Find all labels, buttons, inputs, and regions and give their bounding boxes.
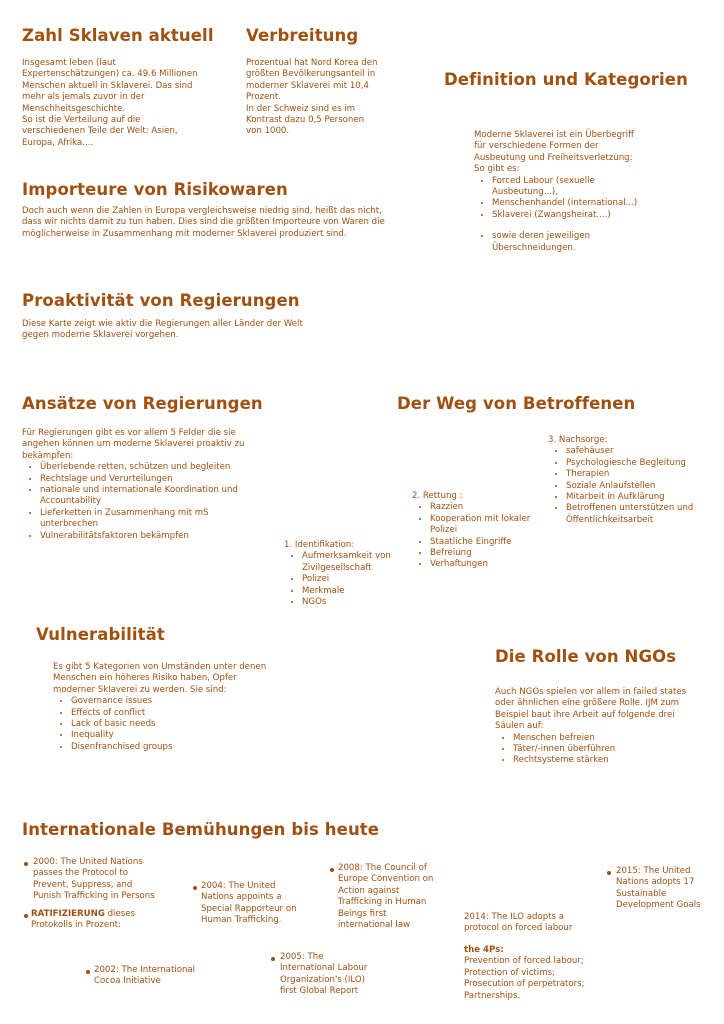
text-line: Prevent, Suppress, and [33, 879, 133, 890]
text-line: Organization's (ILO) [280, 974, 365, 985]
text-line: Expertenschätzungen) ca. 49.6 Millionen [22, 69, 198, 80]
timeline-bullet [271, 957, 275, 961]
heading-proaktivitaet: Proaktivität von Regierungen [22, 291, 300, 310]
text-line: So ist die Verteilung auf die [22, 115, 141, 126]
text-line: gegen moderne Sklaverei vorgehen. [22, 330, 179, 341]
text-line: dass wir nichts damit zu tun haben. Dies sind die größten Importeure von Waren die [22, 217, 385, 228]
text-line: Beings first [338, 908, 387, 919]
text-line: Europe Convention on [338, 874, 434, 885]
step-title: 3. Nachsorge: [548, 435, 608, 445]
text-line: passes the Protocol to [33, 868, 128, 879]
step-list [548, 446, 708, 526]
text-line: Trafficking in Human [338, 897, 427, 908]
ngos-text [495, 687, 715, 767]
heading-rolle-ngos: Die Rolle von NGOs [495, 647, 677, 666]
text-line: Nations appoints a [201, 892, 282, 903]
vulnerabilitaet-text [53, 662, 283, 753]
text-line: Es gibt 5 Kategorien von Umständen unter denen [53, 662, 267, 672]
text-line: moderner Sklaverei mit 10,4 [246, 80, 369, 91]
list-item: • Kooperation mit lokaler Polizei [430, 514, 542, 537]
list-item: • Vulnerabilitätsfaktoren bekämpfen [40, 531, 254, 542]
text-line: Development Goals [616, 900, 701, 911]
list-item: • Befreiung [430, 548, 542, 559]
step-title: 1. Identifikation: [284, 540, 355, 550]
timeline-2005 [280, 952, 390, 998]
timeline-bullet [607, 871, 611, 875]
text-line: Menschen ein höheres Risiko haben, Opfer [53, 673, 237, 684]
list-item: • Täter/-innen überführen [513, 744, 715, 755]
text-line: 2008: The Council of [338, 863, 427, 873]
text-line: 2000: The United Nations [33, 857, 143, 867]
text-line: Prozentual hat Nord Korea den [246, 58, 378, 68]
text-line: Europa, Afrika.... [22, 137, 94, 148]
text-line: Für Regierungen gibt es vor allem 5 Felder die sie [22, 428, 236, 438]
list-item: • Rechtsysteme stärken [513, 755, 715, 766]
verbreitung-text [246, 58, 406, 138]
timeline-bullet [330, 868, 334, 872]
text-line: Ausbeutung und Freiheitsverletzung: [474, 152, 633, 163]
list-item: • Polizei [302, 574, 394, 585]
timeline-2008 [338, 863, 453, 931]
list-item: • Lieferketten in Zusammenhang mit mS unterbrechen [40, 508, 254, 531]
text-line: mehr als jemals zuvor in der [22, 92, 145, 103]
text-line: Protection of victims; [464, 967, 555, 978]
timeline-2004 [201, 881, 316, 927]
list-item: • Merkmale [302, 586, 394, 597]
text-line: Punish Trafficking in Persons [33, 891, 155, 902]
text-line: moderner Sklaverei zu werden. Sie sind: [53, 684, 227, 695]
text-line: 2004: The United [201, 881, 276, 891]
text-fragment: dieses [104, 909, 135, 919]
step-list [284, 551, 394, 608]
text-line: Action against [338, 885, 400, 896]
timeline-2014 [464, 912, 614, 935]
heading-importeure: Importeure von Risikowaren [22, 180, 288, 199]
text-line: Säulen auf: [495, 721, 544, 732]
list-item: • Soziale Anlaufstellen [566, 481, 708, 492]
list-item: • Rechtslage und Verurteilungen [40, 474, 254, 485]
four-ps-title: the 4Ps: [464, 945, 504, 955]
text-line: möglicherweise in Zusammenhang mit moderner Sklaverei produziert sind. [22, 228, 347, 239]
text-line: protocol on forced labour [464, 923, 573, 934]
list-item: • Mitarbeit in Aufklärung [566, 492, 708, 503]
vulnerabilitaet-list [53, 696, 283, 753]
list-item: • Staatliche Eingriffe [430, 537, 542, 548]
timeline-2002 [94, 965, 219, 988]
text-line: Doch auch wenn die Zahlen in Europa vergleichsweise niedrig sind, heißt das nicht, [22, 206, 382, 216]
list-item: • Razzien [430, 502, 542, 513]
heading-vulnerabilitaet: Vulnerabilität [36, 625, 165, 644]
timeline-bullet [24, 862, 28, 866]
text-line: 2005: The [280, 952, 324, 962]
text-line: angehen können um moderne Sklaverei proaktiv zu [22, 439, 245, 450]
text-line: für verschiedene Formen der [474, 141, 599, 152]
weg-step-rettung [412, 491, 542, 571]
list-item: • Verhaftungen [430, 559, 542, 570]
list-item: • Betroffenen unterstützen und Öffentlichkeitsarbeit [566, 503, 708, 526]
text-line: Moderne Sklaverei ist ein Überbegriff [474, 130, 634, 140]
four-ps [464, 945, 624, 1002]
list-item: • NGOs [302, 597, 394, 608]
text-line: In der Schweiz sind es im [246, 103, 356, 114]
text-line [31, 909, 171, 920]
ratifizierung-note [31, 909, 171, 932]
text-line: Menschen aktuell in Sklaverei. Das sind [22, 80, 193, 91]
text-line: first Global Report [280, 986, 359, 997]
heading-weg-betroffenen: Der Weg von Betroffenen [397, 394, 636, 413]
heading-definition: Definition und Kategorien [444, 70, 688, 89]
text-line: 2002: The International [94, 965, 196, 975]
list-item: • Menschenhandel (international...) [492, 198, 662, 209]
text-line: Auch NGOs spielen vor allem in failed states [495, 687, 687, 697]
weg-step-identifikation [284, 540, 394, 608]
text-line: Prosecution of perpetrators; [464, 979, 585, 990]
timeline-bullet [193, 886, 197, 890]
list-item: • Lack of basic needs [71, 719, 283, 730]
definition-extra-list [474, 231, 632, 254]
text-line: Diese Karte zeigt wie aktiv die Regierungen aller Länder der Welt [22, 319, 303, 329]
timeline-bullet [24, 914, 28, 918]
heading-international: Internationale Bemühungen bis heute [22, 820, 380, 839]
step-title: 2. Rettung : [412, 491, 463, 501]
text-line: 2014: The ILO adopts a [464, 912, 565, 922]
list-item: • Sklaverei (Zwangsheirat....) [492, 210, 662, 221]
text-line: Prevention of forced labour; [464, 956, 584, 967]
text-line: Protokolls in Prozent: [31, 920, 121, 931]
list-item: • Inequality [71, 730, 283, 741]
text-line: So gibt es: [474, 164, 520, 175]
timeline-2015 [616, 866, 716, 912]
sklaven-text [22, 58, 222, 149]
step-list [412, 502, 542, 570]
text-line: 2015: The United [616, 866, 691, 876]
heading-verbreitung: Verbreitung [246, 26, 359, 45]
text-line: Sustainable [616, 888, 667, 899]
ratifizierung-label: RATIFIZIERUNG [31, 909, 105, 919]
text-line: Nations adopts 17 [616, 877, 695, 888]
definition-text [474, 130, 674, 254]
text-line: Menschheitsgeschichte. [22, 103, 126, 114]
text-line: International Labour [280, 963, 368, 974]
ansaetze-list [22, 462, 254, 542]
text-line: Insgesamt leben (laut [22, 58, 116, 68]
list-item: • Psychologiesche Begleitung [566, 458, 708, 469]
text-line: größten Bevölkerungsanteil in [246, 69, 376, 80]
list-item: • safehäuser [566, 446, 708, 457]
text-line: Prozent. [246, 92, 281, 103]
text-line: international law [338, 920, 411, 931]
proaktiv-text [22, 319, 342, 342]
definition-list [474, 176, 662, 222]
ansaetze-text [22, 428, 254, 542]
importeure-text [22, 206, 422, 240]
list-item: • Disenfranchised groups [71, 742, 283, 753]
text-line: Beispiel baut ihre Arbeit auf folgende drei [495, 709, 675, 720]
list-item: • Aufmerksamkeit von Zivilgesellschaft [302, 551, 394, 574]
ngos-list [495, 733, 715, 767]
list-item: • Überlebende retten, schützen und begleiten [40, 462, 254, 473]
heading-zahl-sklaven: Zahl Sklaven aktuell [22, 26, 214, 45]
weg-step-nachsorge [548, 435, 708, 526]
text-line: bekämpfen: [22, 450, 74, 461]
list-item: • sowie deren jeweiligen Überschneidungen. [492, 231, 632, 254]
list-item: • Therapien [566, 469, 708, 480]
heading-ansaetze: Ansätze von Regierungen [22, 394, 263, 413]
list-item: • Menschen befreien [513, 733, 715, 744]
text-line: Human Trafficking. [201, 915, 282, 926]
text-line: Cocoa Initiative [94, 976, 161, 987]
list-item: • Governance issues [71, 696, 283, 707]
list-item: • nationale und internationale Koordination und Accountability [40, 485, 254, 508]
text-line: von 1000. [246, 126, 290, 137]
text-line: Special Rapporteur on [201, 903, 297, 914]
text-line: oder ähnlichen eine größere Rolle. IJM zum [495, 698, 680, 709]
text-line: Partnerships. [464, 990, 521, 1001]
list-item: • Effects of conflict [71, 708, 283, 719]
timeline-2000 [33, 857, 173, 903]
list-item: • Forced Labour (sexuelle Ausbeutung...), [492, 176, 662, 199]
text-line: verschiedenen Teile der Welt: Asien, [22, 126, 178, 137]
timeline-bullet [86, 970, 90, 974]
text-line: Kontrast dazu 0,5 Personen [246, 115, 365, 126]
